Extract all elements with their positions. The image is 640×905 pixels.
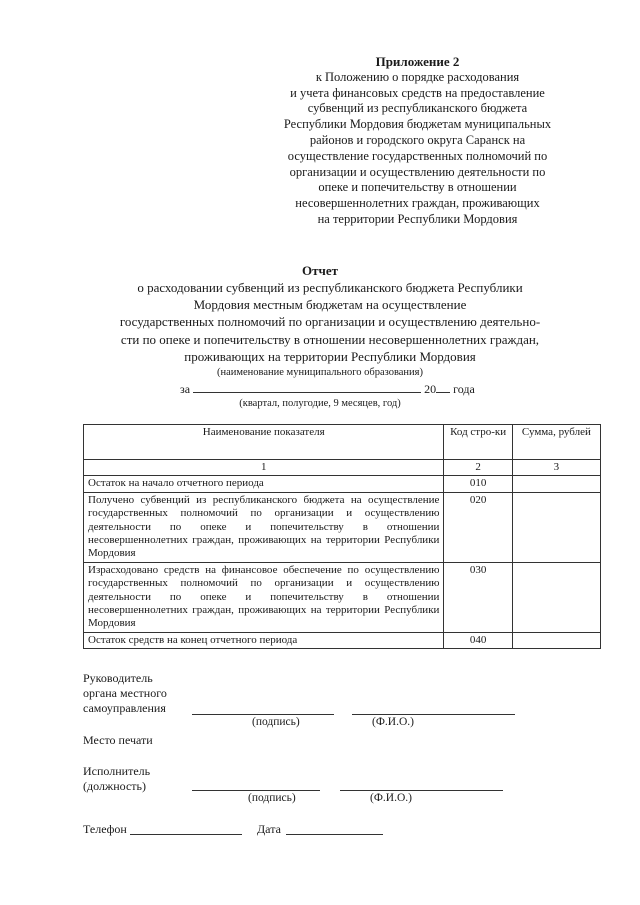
table-row — [84, 632, 601, 648]
period-prefix: за — [180, 382, 191, 396]
row-sum[interactable] — [512, 562, 600, 632]
appendix-line: организации и осуществлению деятельности по — [289, 164, 546, 179]
executor-fio-caption: (Ф.И.О.) — [370, 792, 412, 804]
row-name: Остаток средств на конец отчетного периода — [84, 632, 444, 648]
report-table — [83, 424, 601, 649]
period-caption: (квартал, полугодие, 9 месяцев, год) — [239, 398, 401, 409]
executor-label — [83, 764, 150, 794]
column-number-row — [84, 460, 601, 476]
head-fio-line[interactable] — [352, 714, 515, 715]
report-subtitle-line: государственных полномочий по организации и осуществлению деятельно- — [119, 314, 541, 330]
head-label — [83, 671, 167, 716]
report-subtitle-line: сти по опеке и попечительству в отношении несовершеннолетних граждан, — [120, 331, 540, 347]
row-sum[interactable] — [512, 492, 600, 562]
executor-fio-line[interactable] — [340, 790, 503, 791]
executor-signature-caption: (подпись) — [248, 792, 296, 804]
appendix-line: несовершеннолетних граждан, проживающих — [295, 196, 540, 211]
appendix-line: Республики Мордовия бюджетам муниципальных — [283, 117, 552, 132]
executor-label-line: (должность) — [83, 779, 146, 793]
row-sum[interactable] — [512, 476, 600, 492]
head-signature-line[interactable] — [192, 714, 334, 715]
report-title: Отчет — [302, 263, 338, 278]
report-subtitle-line: Мордовия местным бюджетам на осуществление — [193, 297, 467, 313]
period-line — [180, 381, 475, 397]
appendix-line: к Положению о порядке расходования — [315, 69, 520, 84]
period-year-suffix: года — [453, 382, 475, 396]
appendix-header — [250, 54, 585, 228]
report-subtitle — [70, 279, 590, 365]
row-code: 030 — [444, 562, 512, 632]
row-code: 040 — [444, 632, 512, 648]
header-sum: Сумма, рублей — [512, 425, 600, 460]
phone-label: Телефон — [83, 822, 127, 836]
appendix-line: на территории Республики Мордовия — [317, 211, 518, 226]
report-subtitle-line: о расходовании субвенций из республиканского бюджета Республики — [137, 280, 523, 295]
head-label-line: самоуправления — [83, 701, 166, 715]
head-signature-caption: (подпись) — [252, 716, 300, 728]
header-code: Код стро-ки — [444, 425, 512, 460]
head-label-line: Руководитель — [83, 671, 153, 685]
period-year-prefix: 20 — [424, 382, 437, 396]
appendix-line: и учета финансовых средств на предоставление — [290, 85, 545, 100]
period-field[interactable] — [193, 381, 421, 393]
column-number: 2 — [444, 460, 512, 476]
appendix-line: субвенций из республиканского бюджета — [307, 101, 528, 116]
column-number: 3 — [512, 460, 600, 476]
row-name: Израсходовано средств на финансовое обеспечение по осуществлению государственных полномочий по организации и осуществлению деятельности по опеке и попечительству в отношении несовершеннолетних граждан, проживающих на территории Республики Мордовия — [84, 562, 444, 632]
date-field[interactable] — [286, 834, 383, 835]
municipality-caption: (наименование муниципального образования) — [216, 367, 424, 378]
appendix-line: опеке и попечительству в отношении — [318, 180, 517, 195]
appendix-line: осуществление государственных полномочий по — [287, 148, 548, 163]
year-field[interactable] — [436, 381, 450, 393]
executor-label-line: Исполнитель — [83, 764, 151, 778]
executor-signature-line[interactable] — [192, 790, 320, 791]
header-name: Наименование показателя — [84, 425, 444, 460]
row-code: 010 — [444, 476, 512, 492]
report-subtitle-line: проживающих на территории Республики Мордовия — [184, 348, 476, 364]
row-code: 020 — [444, 492, 512, 562]
column-number: 1 — [84, 460, 444, 476]
row-sum[interactable] — [512, 632, 600, 648]
table-row — [84, 492, 601, 562]
head-label-line: органа местного — [83, 686, 167, 700]
table-row — [84, 562, 601, 632]
appendix-line: районов и городского округа Саранск на — [309, 132, 526, 147]
table-header-row — [84, 425, 601, 460]
row-name: Получено субвенций из республиканского бюджета на осуществление государственных полномочий по организации и осуществлению деятельности по опеке и попечительству в отношении несовершеннолетних граждан, проживающих на территории Республики Мордовия — [84, 492, 444, 562]
head-fio-caption: (Ф.И.О.) — [372, 716, 414, 728]
row-name: Остаток на начало отчетного периода — [84, 476, 444, 492]
phone-field[interactable] — [130, 834, 242, 835]
date-label: Дата — [257, 822, 281, 836]
table-row — [84, 476, 601, 492]
stamp-place: Место печати — [83, 733, 153, 747]
appendix-title: Приложение 2 — [375, 54, 460, 69]
